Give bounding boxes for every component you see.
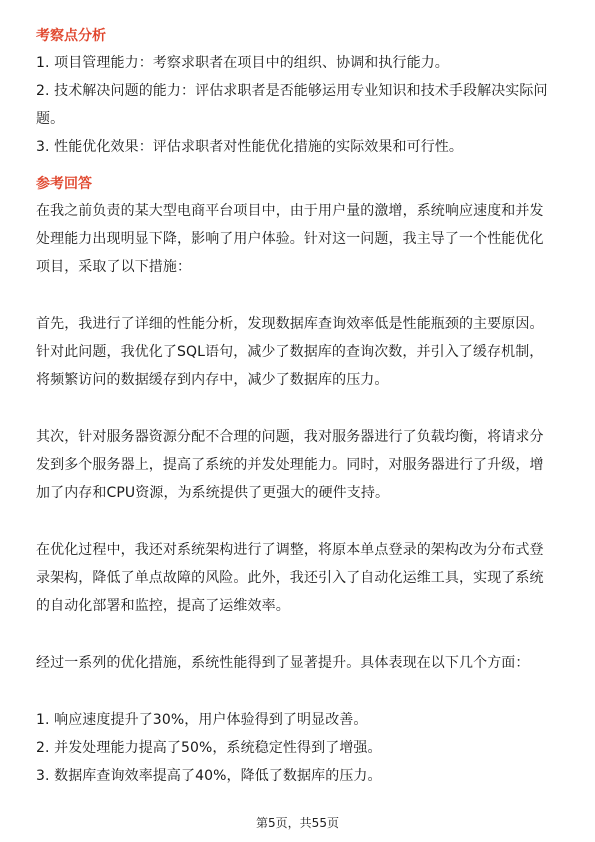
answer-line: 加了内存和CPU资源，为系统提供了更强大的硬件支持。	[36, 485, 390, 501]
answer-line: 2. 并发处理能力提高了50%，系统稳定性得到了增强。	[36, 740, 382, 756]
analysis-line: 1. 项目管理能力：考察求职者在项目中的组织、协调和执行能力。	[36, 55, 449, 71]
answer-line: 经过一系列的优化措施，系统性能得到了显著提升。具体表现在以下几个方面：	[36, 655, 530, 671]
answer-line: 1. 响应速度提升了30%，用户体验得到了明显改善。	[36, 712, 368, 728]
answer-line: 录架构，降低了单点故障的风险。此外，我还引入了自动化运维工具，实现了系统	[36, 570, 544, 586]
answer-line: 在我之前负责的某大型电商平台项目中，由于用户量的激增，系统响应速度和并发	[36, 203, 544, 219]
answer-line: 的自动化部署和监控，提高了运维效率。	[36, 598, 290, 614]
answer-line: 其次，针对服务器资源分配不合理的问题，我对服务器进行了负载均衡，将请求分	[36, 429, 544, 445]
answer-line: 发到多个服务器上，提高了系统的并发处理能力。同时，对服务器进行了升级，增	[36, 457, 544, 473]
answer-line: 处理能力出现明显下降，影响了用户体验。针对这一问题，我主导了一个性能优化	[36, 231, 544, 247]
answer-line: 在优化过程中，我还对系统架构进行了调整，将原本单点登录的架构改为分布式登	[36, 542, 544, 558]
analysis-heading: 考察点分析	[36, 28, 106, 44]
analysis-line: 3. 性能优化效果：评估求职者对性能优化措施的实际效果和可行性。	[36, 139, 464, 155]
answer-heading: 参考回答	[36, 176, 92, 192]
page-number: 第5页，共55页	[256, 816, 339, 830]
answer-line: 项目，采取了以下措施：	[36, 259, 192, 275]
answer-line: 首先，我进行了详细的性能分析，发现数据库查询效率低是性能瓶颈的主要原因。	[36, 316, 544, 332]
answer-line: 3. 数据库查询效率提高了40%，降低了数据库的压力。	[36, 768, 382, 784]
analysis-line: 2. 技术解决问题的能力：评估求职者是否能够运用专业知识和技术手段解决实际问	[36, 83, 548, 99]
answer-line: 将频繁访问的数据缓存到内存中，减少了数据库的压力。	[36, 372, 389, 388]
answer-line: 针对此问题，我优化了SQL语句，减少了数据库的查询次数，并引入了缓存机制，	[36, 344, 544, 360]
analysis-line: 题。	[36, 111, 65, 127]
